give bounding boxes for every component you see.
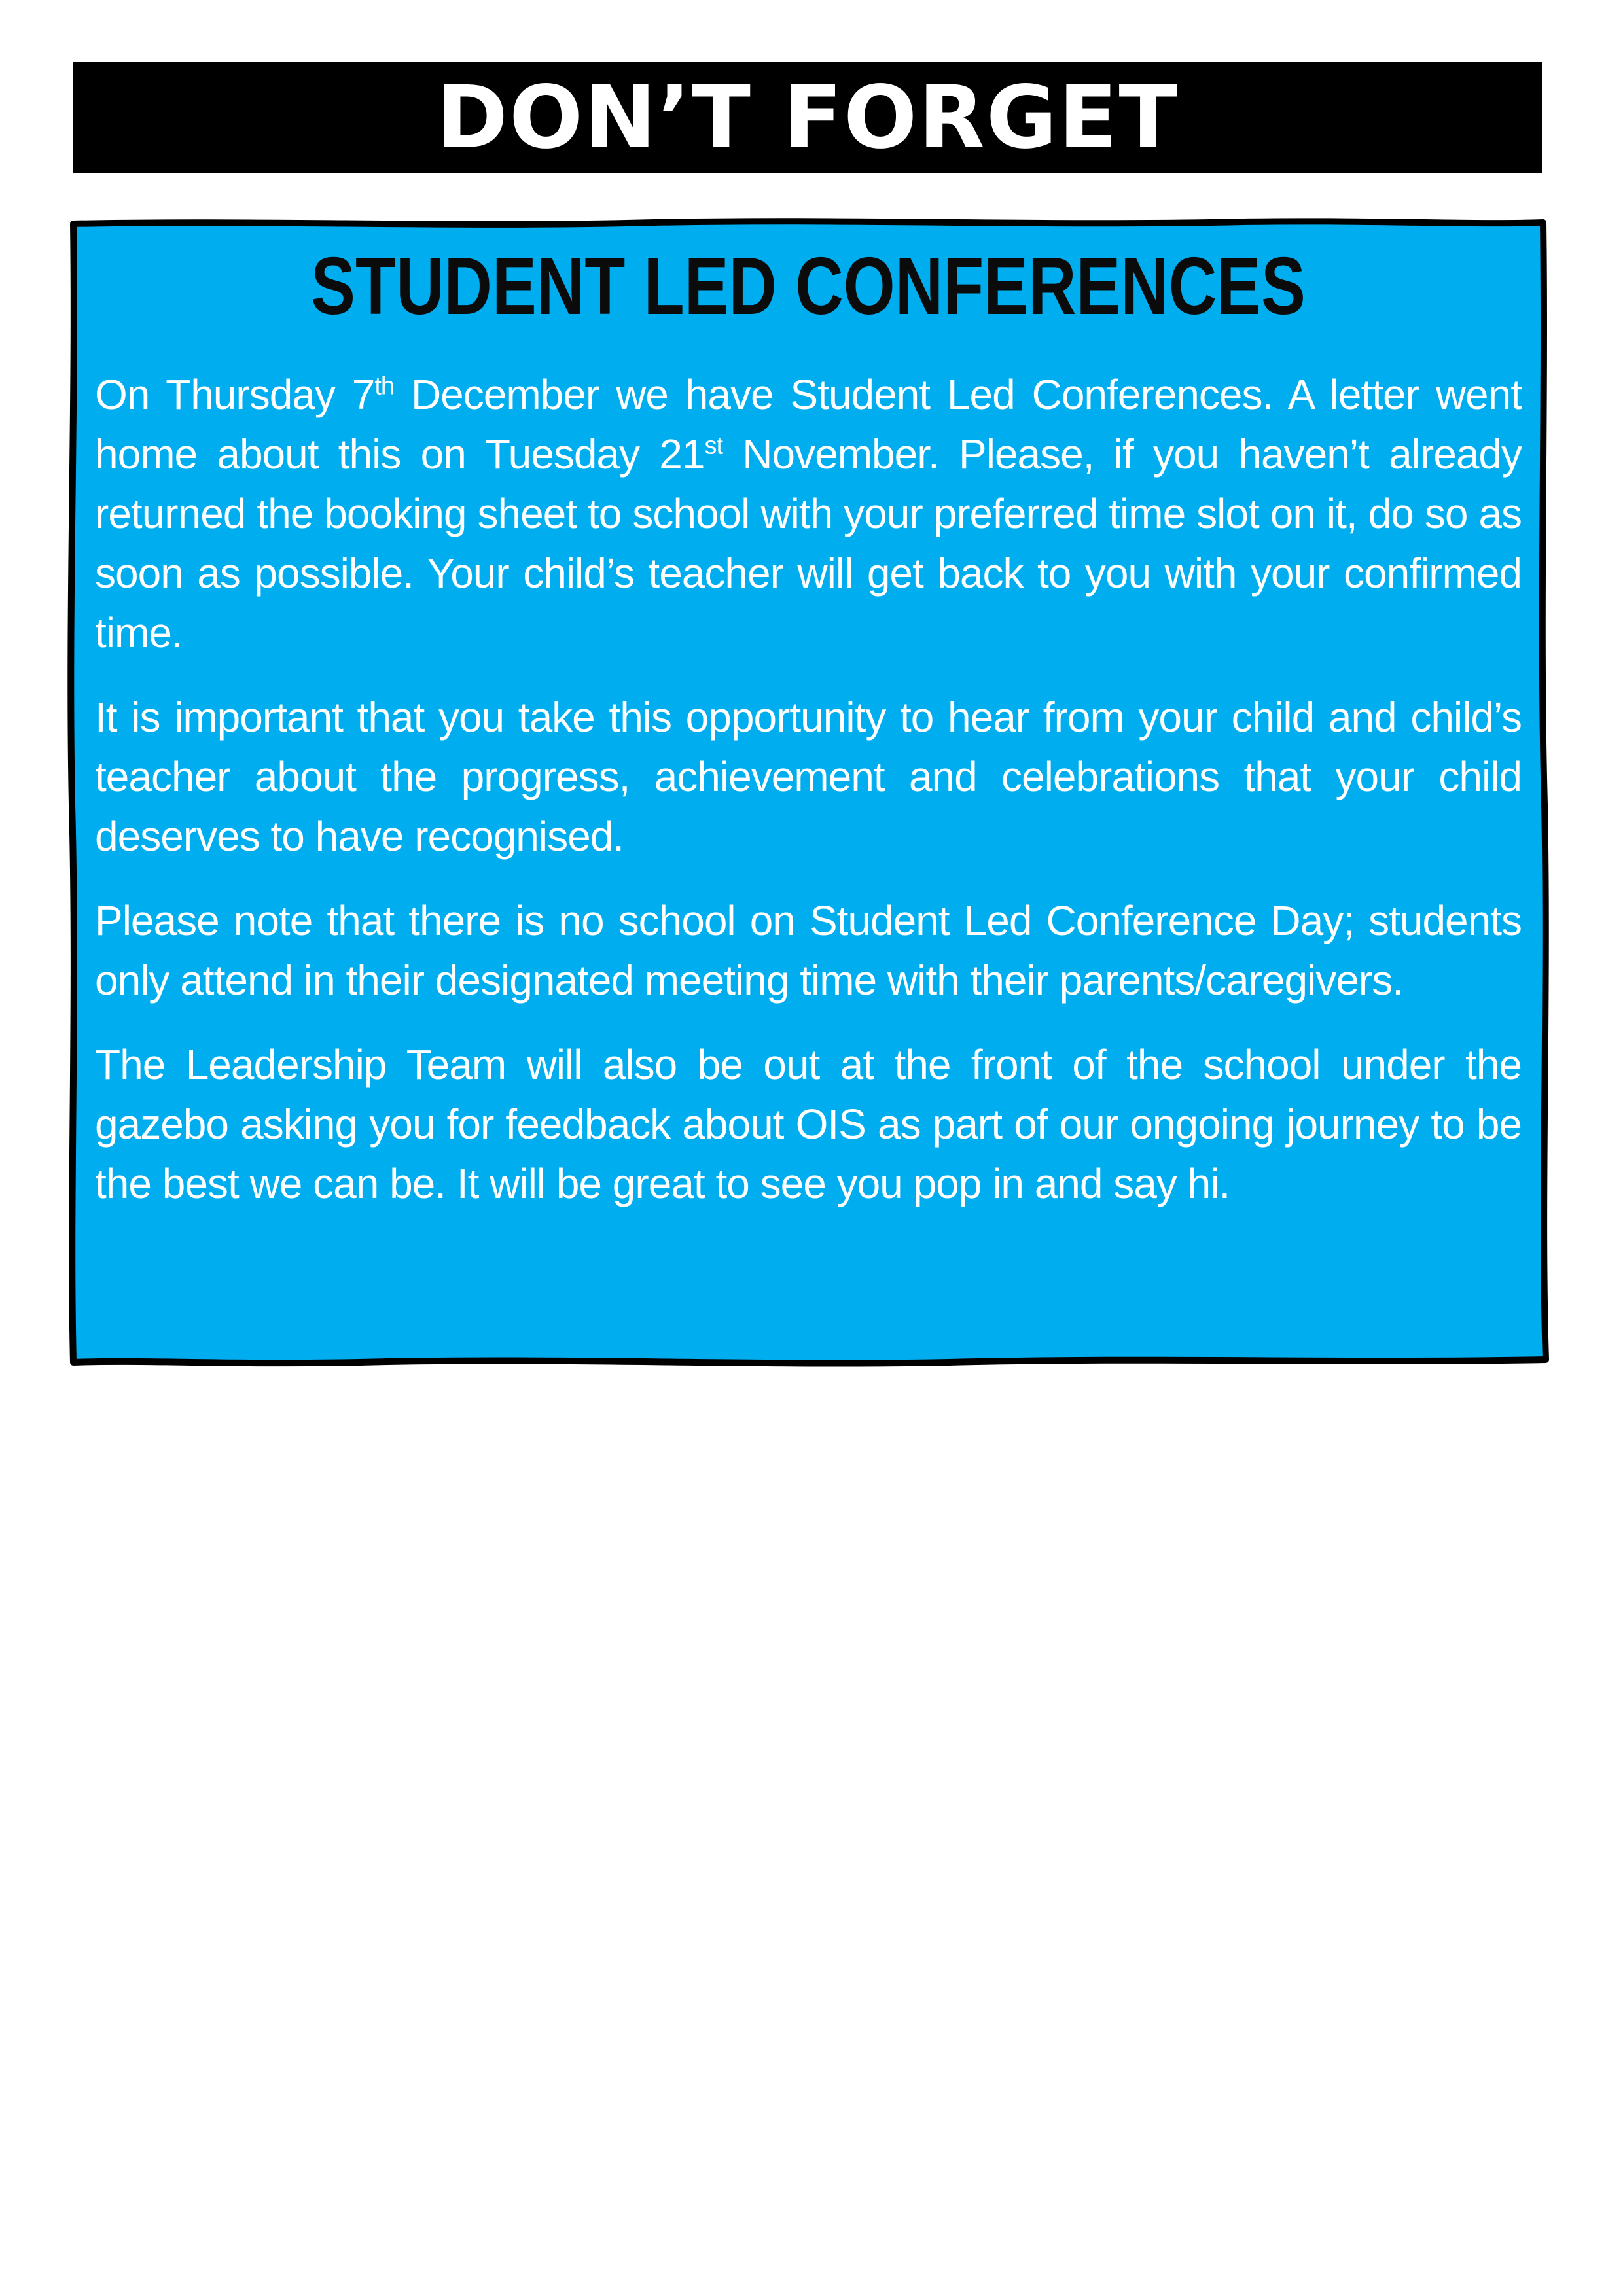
paragraph-conference-date (95, 365, 1522, 663)
notice-heading: STUDENT LED CONFERENCES (311, 241, 1306, 332)
paragraph-no-school-note: Please note that there is no school on Student Led Conference Day; students only attend in their designated meeting time with their parents/caregivers. (95, 897, 1522, 1004)
paragraph-1-text-b: December we have Student Led Conferences. A letter went home about this on Tuesday 21 (95, 371, 1522, 478)
ordinal-suffix-th: th (374, 373, 395, 401)
paragraph-1-text-c: November. Please, if you haven’t already returned the booking sheet to school with your preferred time slot on it, do so as soon as possible. Your child’s teacher will get back to you with your confirmed time. (95, 431, 1522, 657)
banner-title: DON’T FORGET (436, 67, 1179, 168)
paragraph-1-text-a: On Thursday 7 (95, 371, 375, 419)
paragraph-importance: It is important that you take this opportunity to hear from your child and child’s teacher about the progress, achievement and celebrations that your child deserves to have recognised. (95, 694, 1522, 860)
notice-box (65, 216, 1551, 1368)
dont-forget-banner (73, 62, 1542, 173)
paragraph-leadership-feedback: The Leadership Team will also be out at the front of the school under the gazebo asking you for feedback about OIS as part of our ongoing journey to be the best we can be. It will be great to see you pop in and say hi. (95, 1041, 1522, 1208)
notice-content (95, 242, 1522, 1214)
ordinal-suffix-st: st (704, 433, 723, 461)
